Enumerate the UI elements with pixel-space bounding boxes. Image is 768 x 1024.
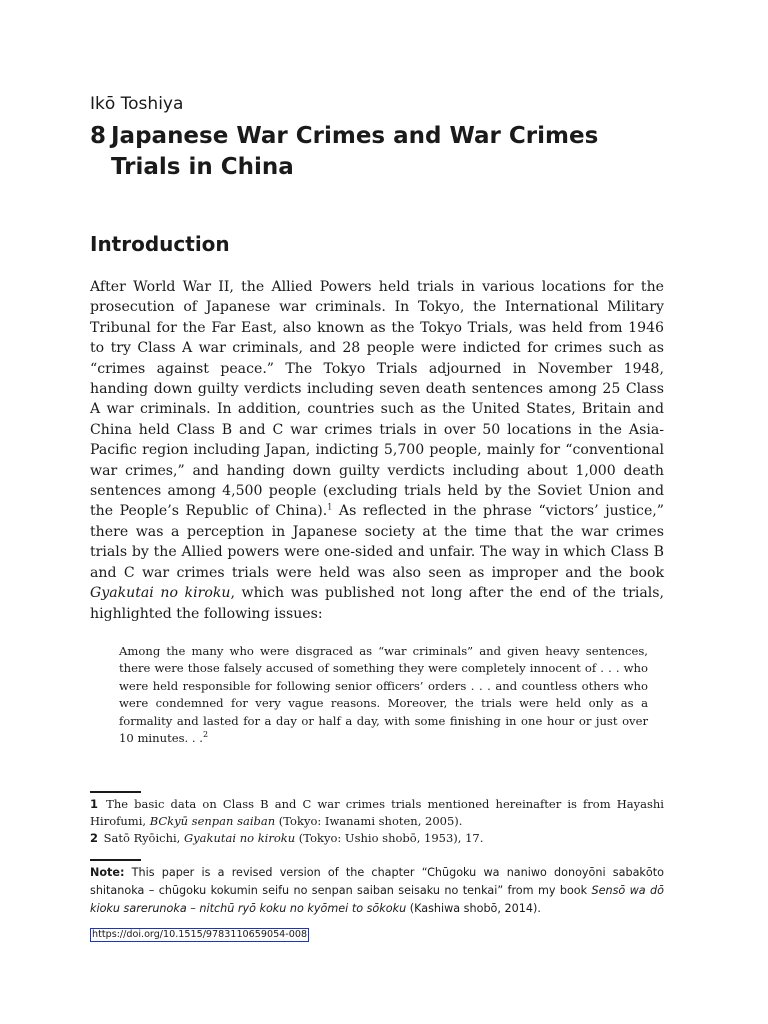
footnote-text: (Tokyo: Ushio shobō, 1953), 17. <box>295 831 484 846</box>
footnote-number: 2 <box>90 831 99 846</box>
note-rule <box>90 859 141 861</box>
footnote-2 <box>90 830 664 847</box>
footnote-text: (Tokyo: Iwanami shoten, 2005). <box>275 814 463 829</box>
footnote-ref-2[interactable]: 2 <box>202 730 209 740</box>
footnote-text: The basic data on Class B and C war crimes trials mentioned hereinafter is from Hayashi Hirofumi, <box>90 797 664 829</box>
note-label: Note: <box>90 866 125 880</box>
chapter-title <box>90 121 664 183</box>
quote-text: Among the many who were disgraced as “war criminals” and given heavy sentences, there were those falsely accused of something they were completely innocent of . . . who were held responsible for following senior officers’ orders . . . and countless others who were condemned for very vague reasons. Moreover, the trials were held only as a formality and lasted for a day or half a day, with some finishing in one hour or just over 10 minutes. . . <box>119 643 648 745</box>
note-text: (Kashiwa shobō, 2014). <box>406 902 541 916</box>
footnote-title: BCkyū senpan saiban <box>149 814 276 829</box>
section-heading: Introduction <box>90 232 230 256</box>
editorial-note <box>90 864 664 918</box>
footnote-text: Satō Ryōichi, <box>103 831 184 846</box>
note-text: This paper is a revised version of the chapter “Chūgoku wa naniwo donoyōni sabakōto shitanoka – chūgoku kokumin seifu no senpan saiban seisaku no tenkai” from my book <box>90 866 664 898</box>
footnote-ref-1[interactable]: 1 <box>327 502 333 512</box>
body-text: , which was published not long after the end of the trials, highlighted the following issues: <box>90 585 664 622</box>
doi-link[interactable]: https://doi.org/10.1515/9783110659054-008 <box>92 929 308 941</box>
page <box>90 93 664 942</box>
body-text: After World War II, the Allied Powers held trials in various locations for the prosecution of Japanese war criminals. In Tokyo, the International Military Tribunal for the Far East, also known as the Tokyo Trials, was held from 1946 to try Class A war criminals, and 28 people were indicted for crimes such as “crimes against peace.” The Tokyo Trials adjourned in November 1948, handing down guilty verdicts including seven death sentences among 25 Class A war criminals. In addition, countries such as the United States, Britain and China held Class B and C war crimes trials in over 50 locations in the Asia-Pacific region including Japan, indicting 5,700 people, mainly for “conventional war crimes,” and handing down guilty verdicts including about 1,000 death sentences among 4,500 people (excluding trials held by the Soviet Union and the People’s Republic of China). <box>90 279 664 520</box>
body-paragraph <box>90 277 664 624</box>
chapter-title-text: Japanese War Crimes and War Crimes Trials in China <box>111 123 599 180</box>
chapter-number: 8 <box>90 123 107 149</box>
footnote-title: Gyakutai no kiroku <box>184 831 296 846</box>
book-title: Gyakutai no kiroku <box>90 585 231 602</box>
body-text: As reflected in the phrase “victors’ justice,” there was a perception in Japanese society at the time that the war crimes trials by the Allied powers were one-sided and unfair. The way in which Class B and C war crimes trials were held was also seen as improper and the book <box>90 503 664 581</box>
footnote-number: 1 <box>90 797 99 812</box>
footnote-rule <box>90 791 141 793</box>
footnote-1 <box>90 796 664 830</box>
note-book-title: Sensō wa dō kioku sarerunoka – nitchū ryō koku no kyōmei to sōkoku <box>90 884 664 916</box>
author-name: Ikō Toshiya <box>90 94 184 114</box>
block-quote <box>119 643 648 747</box>
